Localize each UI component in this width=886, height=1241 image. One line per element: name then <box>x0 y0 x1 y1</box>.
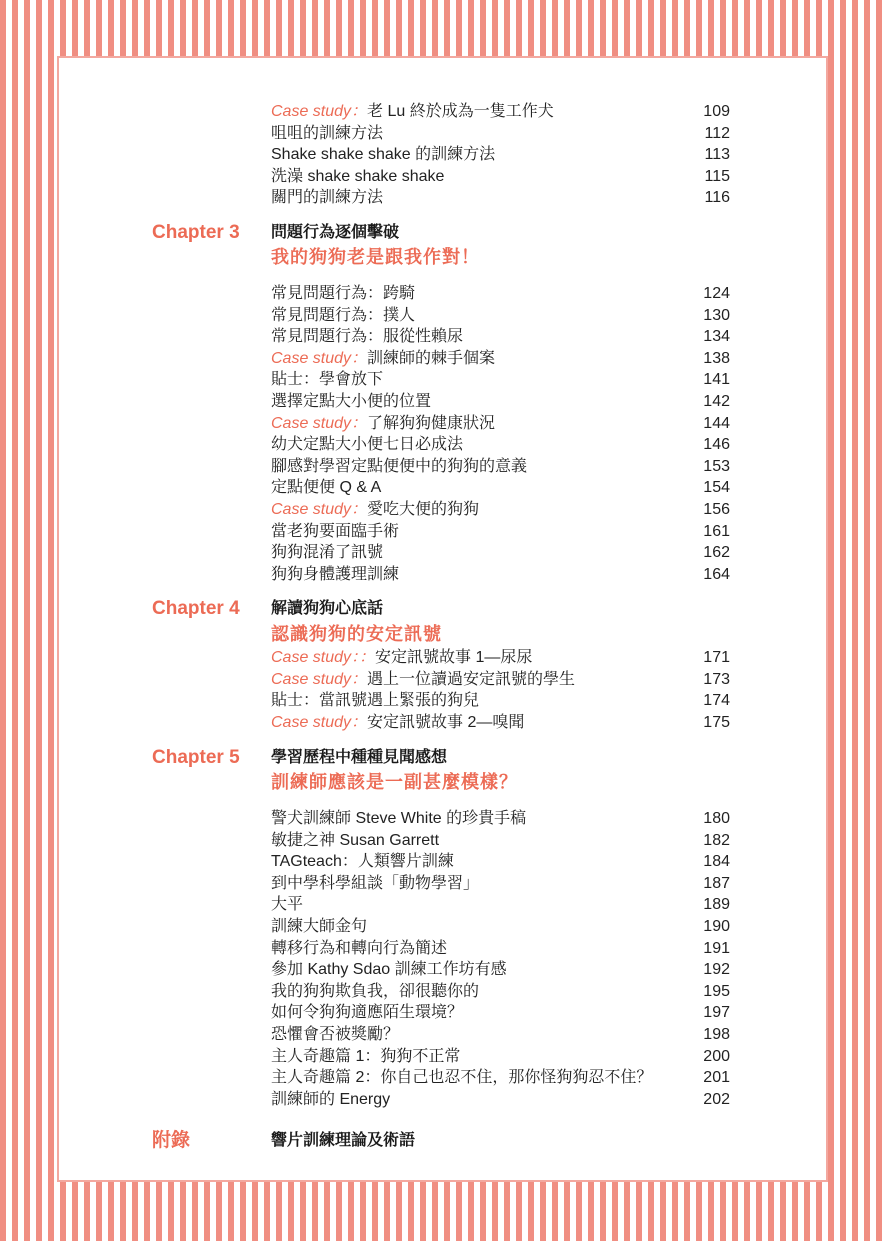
entry-page-number: 113 <box>704 146 730 164</box>
toc-entry[interactable] <box>271 873 730 895</box>
entry-title <box>271 305 415 327</box>
entry-title <box>271 959 507 981</box>
toc-entry[interactable] <box>271 808 730 830</box>
entry-text: 愛吃大便的狗狗 <box>367 501 480 518</box>
case-study-label: Case study：： <box>271 649 376 666</box>
chapter-label: Chapter 4 <box>152 598 240 619</box>
entry-text: 參加 Kathy Sdao 訓練工作坊有感 <box>271 961 507 979</box>
entry-page-number: 171 <box>703 649 730 666</box>
entry-page-number: 197 <box>703 1004 730 1022</box>
entry-text: 遇上一位讀過安定訊號的學生 <box>367 670 576 688</box>
entry-title <box>271 938 447 960</box>
chapter-subtitle: 我的狗狗老是跟我作對！ <box>271 247 480 267</box>
entry-text: 腳感對學習定點便便中的狗狗的意義 <box>271 457 528 475</box>
case-study-label: Case study： <box>271 670 368 688</box>
entry-page-number: 175 <box>703 713 730 731</box>
toc-entry[interactable] <box>271 123 730 145</box>
entry-page-number: 173 <box>703 670 730 688</box>
case-study-label: Case study： <box>271 349 368 367</box>
entry-title <box>271 413 495 435</box>
toc-entry[interactable] <box>271 938 730 960</box>
appendix-title[interactable]: 響片訓練理論及術語 <box>271 1132 416 1149</box>
toc-entry[interactable] <box>271 434 730 456</box>
entry-title <box>271 669 575 691</box>
entry-title <box>271 808 526 830</box>
toc-entry[interactable] <box>271 456 730 478</box>
toc-entry[interactable] <box>271 669 730 691</box>
entry-page-number: 184 <box>703 853 730 871</box>
toc-entry[interactable] <box>271 369 730 391</box>
entry-title <box>271 101 554 123</box>
case-study-label: Case study： <box>271 713 368 731</box>
chapter-title[interactable]: 學習歷程中種種見聞感想 <box>271 749 448 766</box>
entry-page-number: 182 <box>703 831 730 849</box>
entry-text: 選擇定點大小便的位置 <box>271 393 432 410</box>
appendix-label: 附錄 <box>152 1130 191 1151</box>
entry-text: 狗狗混淆了訊號 <box>271 544 384 562</box>
toc-entry[interactable] <box>271 916 730 938</box>
entry-page-number: 189 <box>703 896 730 914</box>
entry-page-number: 134 <box>703 328 730 346</box>
entry-page-number: 187 <box>703 874 730 892</box>
entry-page-number: 162 <box>703 544 730 562</box>
entry-page-number: 154 <box>703 479 730 497</box>
entry-page-number: 153 <box>703 457 730 475</box>
entry-page-number: 138 <box>703 349 730 367</box>
entry-page-number: 190 <box>703 918 730 935</box>
entry-page-number: 124 <box>703 285 730 302</box>
entry-title <box>271 348 495 370</box>
entry-text: 到中學科學組談「動物學習」 <box>271 874 480 892</box>
entry-title <box>271 894 303 916</box>
entry-page-number: 115 <box>704 167 730 185</box>
entry-text: 常見問題行為：跨騎 <box>271 285 416 302</box>
toc-entry[interactable] <box>271 348 730 370</box>
chapter-title[interactable]: 問題行為逐個擊破 <box>271 224 400 241</box>
entry-page-number: 191 <box>703 939 730 957</box>
entry-text: 常見問題行為：撲人 <box>271 306 416 324</box>
entry-page-number: 156 <box>703 501 730 518</box>
entry-title <box>271 456 527 478</box>
entry-text: 常見問題行為：服從性賴尿 <box>271 328 464 346</box>
toc-entry[interactable] <box>271 283 730 305</box>
entry-page-number: 202 <box>703 1090 730 1108</box>
entry-title <box>271 981 479 1003</box>
entry-text: TAGteach：人類響片訓練 <box>271 853 454 871</box>
case-study-label: Case study： <box>271 414 368 432</box>
toc-entry[interactable] <box>271 1024 730 1046</box>
entry-title <box>271 123 383 145</box>
toc-entry[interactable] <box>271 894 730 916</box>
toc-entry[interactable] <box>271 166 730 188</box>
entry-title <box>271 434 463 456</box>
entry-page-number: 144 <box>703 414 730 432</box>
chapter-subtitle: 訓練師應該是一副甚麼模樣？ <box>271 772 518 792</box>
entry-text: 安定訊號故事 2—嗅聞 <box>367 713 525 731</box>
toc-entry[interactable] <box>271 187 730 209</box>
entry-text: 關門的訓練方法 <box>271 189 384 207</box>
entry-page-number: 109 <box>703 103 730 120</box>
entry-text: 恐懼會否被獎勵？ <box>271 1026 400 1043</box>
case-study-label: Case study： <box>271 501 368 518</box>
entry-page-number: 116 <box>704 189 730 207</box>
toc-entry[interactable] <box>271 499 730 521</box>
entry-page-number: 180 <box>703 810 730 827</box>
entry-text: 貼士：當訊號遇上緊張的狗兒 <box>271 692 480 710</box>
entry-text: 我的狗狗欺負我，卻很聽你的 <box>271 982 480 1000</box>
entry-title <box>271 369 383 391</box>
entry-page-number: 141 <box>703 371 730 389</box>
entry-page-number: 198 <box>703 1026 730 1043</box>
entry-text: 警犬訓練師 Steve White 的珍貴手稿 <box>271 810 527 827</box>
entry-text: 訓練師的 Energy <box>271 1090 391 1108</box>
toc-entry[interactable] <box>271 144 730 166</box>
entry-title <box>271 1089 390 1111</box>
entry-text: 定點便便 Q & A <box>271 479 382 497</box>
entry-page-number: 201 <box>703 1069 730 1087</box>
entry-page-number: 146 <box>703 436 730 454</box>
entry-title <box>271 830 439 852</box>
entry-title <box>271 690 479 712</box>
entry-text: 訓練師的棘手個案 <box>367 349 496 367</box>
entry-title <box>271 916 367 938</box>
entry-title <box>271 542 383 564</box>
entry-title <box>271 187 383 209</box>
entry-title <box>271 1002 463 1024</box>
entry-title <box>271 283 415 305</box>
case-study-label: Case study： <box>271 103 368 120</box>
entry-title <box>271 166 444 188</box>
entry-title <box>271 477 381 499</box>
entry-text: 安定訊號故事 1—尿尿 <box>375 649 533 666</box>
entry-text: 狗狗身體護理訓練 <box>271 565 400 583</box>
entry-title <box>271 144 495 166</box>
entry-text: 了解狗狗健康狀況 <box>367 414 496 432</box>
entry-text: 當老狗要面臨手術 <box>271 522 400 540</box>
entry-title <box>271 391 431 413</box>
toc-entry[interactable] <box>271 1046 730 1068</box>
toc-entry[interactable] <box>271 830 730 852</box>
toc-entry[interactable] <box>271 391 730 413</box>
toc-entry[interactable] <box>271 101 730 123</box>
entry-text: 老 Lu 終於成為一隻工作犬 <box>367 103 554 120</box>
entry-page-number: 200 <box>703 1047 730 1065</box>
entry-title <box>271 873 479 895</box>
chapter-title[interactable]: 解讀狗狗心底話 <box>271 600 384 617</box>
entry-page-number: 142 <box>703 393 730 410</box>
chapter-label: Chapter 3 <box>152 222 240 243</box>
toc-entry[interactable] <box>271 959 730 981</box>
entry-page-number: 112 <box>704 124 730 142</box>
toc-entry[interactable] <box>271 1067 730 1089</box>
toc-entry[interactable] <box>271 981 730 1003</box>
toc-entry[interactable] <box>271 477 730 499</box>
toc-entry[interactable] <box>271 413 730 435</box>
chapter-subtitle: 認識狗狗的安定訊號 <box>271 624 442 644</box>
entry-page-number: 192 <box>703 961 730 979</box>
entry-text: 如何令狗狗適應陌生環境？ <box>271 1004 464 1022</box>
toc-entry[interactable] <box>271 326 730 348</box>
entry-page-number: 130 <box>703 306 730 324</box>
toc-entry[interactable] <box>271 542 730 564</box>
entry-title <box>271 712 524 734</box>
entry-title <box>271 1024 399 1046</box>
entry-text: 轉移行為和轉向行為簡述 <box>271 939 448 957</box>
toc-entry[interactable] <box>271 564 730 586</box>
entry-title <box>271 521 399 543</box>
toc-entry[interactable] <box>271 1089 730 1111</box>
entry-text: 大平 <box>271 896 304 914</box>
toc-entry[interactable] <box>271 690 730 712</box>
toc-entry[interactable] <box>271 712 730 734</box>
toc-entry[interactable] <box>271 521 730 543</box>
toc-entry[interactable] <box>271 305 730 327</box>
entry-text: 主人奇趣篇 1：狗狗不正常 <box>271 1047 461 1065</box>
entry-title <box>271 499 479 521</box>
entry-title <box>271 326 463 348</box>
entry-text: 訓練大師金句 <box>271 918 368 935</box>
toc-entry[interactable] <box>271 1002 730 1024</box>
entry-text: 洗澡 shake shake shake <box>271 167 445 185</box>
entry-title <box>271 1046 460 1068</box>
entry-text: 敏捷之神 Susan Garrett <box>271 831 440 849</box>
entry-title <box>271 564 399 586</box>
toc-entry[interactable] <box>271 851 730 873</box>
entry-title <box>271 647 532 669</box>
entry-text: 主人奇趣篇 2：你自己也忍不住，那你怪狗狗忍不住？ <box>271 1069 653 1087</box>
entry-page-number: 161 <box>703 522 730 540</box>
entry-title <box>271 1067 652 1089</box>
entry-text: 咀咀的訓練方法 <box>271 124 384 142</box>
entry-title <box>271 851 454 873</box>
entry-page-number: 174 <box>703 692 730 710</box>
entry-text: 貼士：學會放下 <box>271 371 384 389</box>
toc-entry[interactable] <box>271 647 730 669</box>
entry-page-number: 164 <box>703 565 730 583</box>
entry-page-number: 195 <box>703 982 730 1000</box>
entry-text: 幼犬定點大小便七日必成法 <box>271 436 464 454</box>
entry-text: Shake shake shake 的訓練方法 <box>271 146 496 164</box>
chapter-label: Chapter 5 <box>152 747 240 768</box>
